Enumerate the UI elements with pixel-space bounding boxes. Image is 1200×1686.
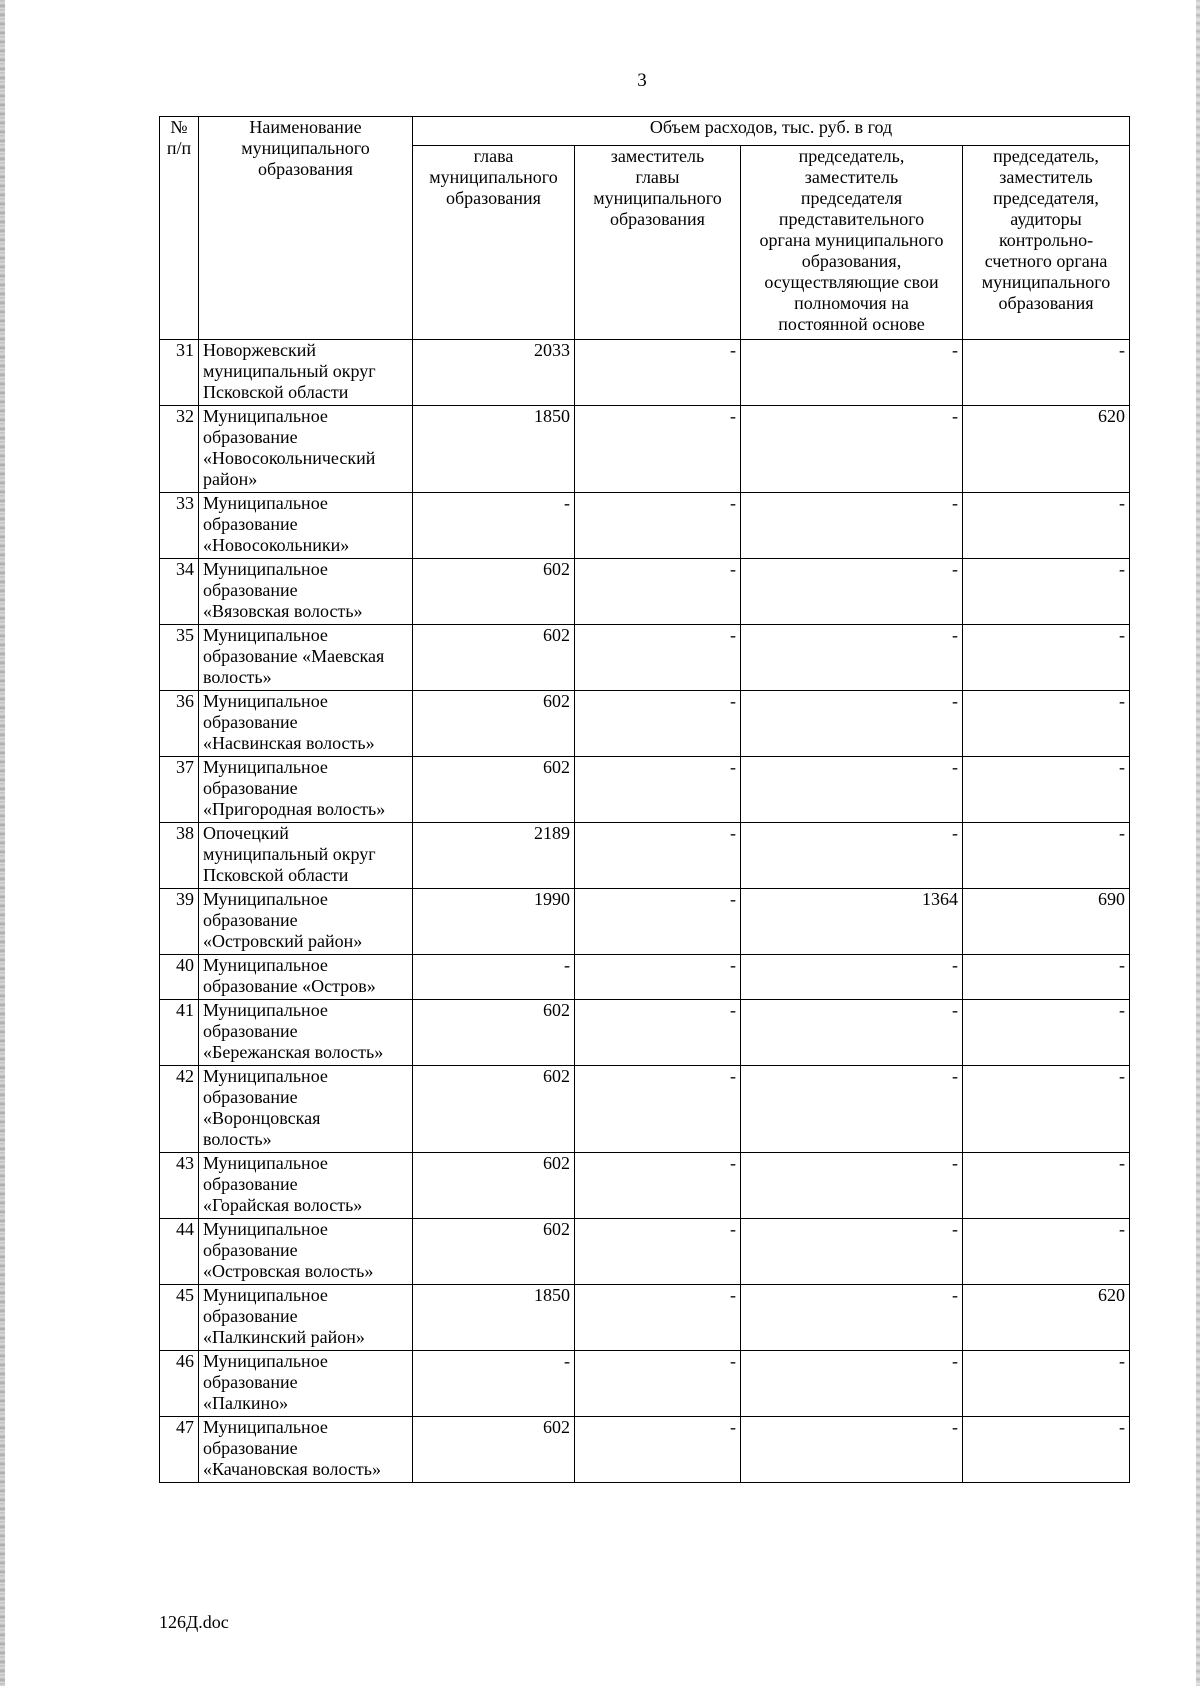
deputy-expense-cell: - xyxy=(575,757,741,823)
audit-expense-cell: - xyxy=(963,1000,1130,1066)
deputy-expense-cell: - xyxy=(575,1066,741,1153)
table-row xyxy=(160,1285,1130,1351)
table-row xyxy=(160,1417,1130,1483)
row-number-cell: 45 xyxy=(160,1285,199,1351)
head-expense-cell: 602 xyxy=(413,1153,575,1219)
header-deputy-head xyxy=(575,146,741,340)
header-rep-chair-text: председатель, заместитель председателя представительного органа муниципального образования, осуществляющие свои полномочия на постоянной основе xyxy=(759,146,944,334)
row-number-cell: 46 xyxy=(160,1351,199,1417)
table-row xyxy=(160,1066,1130,1153)
row-number-cell: 40 xyxy=(160,955,199,1000)
row-number-cell: 32 xyxy=(160,406,199,493)
table-row xyxy=(160,889,1130,955)
municipality-name-cell: Муниципальное образование «Палкинский район» xyxy=(199,1285,413,1351)
municipality-name-cell: Муниципальное образование «Новосокольнический район» xyxy=(199,406,413,493)
head-expense-cell: 1850 xyxy=(413,406,575,493)
header-head-of-municipality xyxy=(413,146,575,340)
rep-chair-expense-cell: - xyxy=(741,1000,963,1066)
rep-chair-expense-cell: - xyxy=(741,559,963,625)
row-number-cell: 39 xyxy=(160,889,199,955)
header-audit-text: председатель, заместитель председателя, аудиторы контрольно- счетного органа муниципального образования xyxy=(981,146,1111,313)
audit-expense-cell: - xyxy=(963,955,1130,1000)
row-number-cell: 35 xyxy=(160,625,199,691)
municipality-name-cell: Муниципальное образование «Островский район» xyxy=(199,889,413,955)
table-row xyxy=(160,340,1130,406)
head-expense-cell: 2033 xyxy=(413,340,575,406)
head-expense-cell: 2189 xyxy=(413,823,575,889)
header-municipality-name xyxy=(199,117,413,340)
head-expense-cell: 1850 xyxy=(413,1285,575,1351)
rep-chair-expense-cell: 1364 xyxy=(741,889,963,955)
header-row-number-text: № п/п xyxy=(166,117,192,158)
row-number-cell: 37 xyxy=(160,757,199,823)
audit-expense-cell: - xyxy=(963,1219,1130,1285)
municipality-name-cell: Муниципальное образование «Пригородная волость» xyxy=(199,757,413,823)
audit-expense-cell: - xyxy=(963,823,1130,889)
head-expense-cell: 602 xyxy=(413,1417,575,1483)
audit-expense-cell: - xyxy=(963,559,1130,625)
audit-expense-cell: - xyxy=(963,757,1130,823)
deputy-expense-cell: - xyxy=(575,625,741,691)
audit-expense-cell: - xyxy=(963,1351,1130,1417)
audit-expense-cell: 690 xyxy=(963,889,1130,955)
municipality-name-cell: Опочецкий муниципальный округ Псковской области xyxy=(199,823,413,889)
rep-chair-expense-cell: - xyxy=(741,691,963,757)
row-number-cell: 47 xyxy=(160,1417,199,1483)
head-expense-cell: 602 xyxy=(413,1219,575,1285)
audit-expense-cell: 620 xyxy=(963,406,1130,493)
deputy-expense-cell: - xyxy=(575,823,741,889)
scan-edge-right xyxy=(1196,0,1200,1686)
page-number: 3 xyxy=(637,70,647,91)
municipality-name-cell: Муниципальное образование «Остров» xyxy=(199,955,413,1000)
head-expense-cell: 602 xyxy=(413,1000,575,1066)
head-expense-cell: 602 xyxy=(413,757,575,823)
rep-chair-expense-cell: - xyxy=(741,1219,963,1285)
table-row xyxy=(160,406,1130,493)
municipality-name-cell: Муниципальное образование «Горайская волость» xyxy=(199,1153,413,1219)
head-expense-cell: 602 xyxy=(413,625,575,691)
header-municipality-name-text: Наименование муниципального образования xyxy=(241,117,370,179)
head-expense-cell: 1990 xyxy=(413,889,575,955)
deputy-expense-cell: - xyxy=(575,691,741,757)
head-expense-cell: - xyxy=(413,1351,575,1417)
municipality-name-cell: Муниципальное образование «Новосокольники» xyxy=(199,493,413,559)
municipality-name-cell: Муниципальное образование «Островская волость» xyxy=(199,1219,413,1285)
row-number-cell: 42 xyxy=(160,1066,199,1153)
header-expenses-group: Объем расходов, тыс. руб. в год xyxy=(413,117,1130,146)
audit-expense-cell: - xyxy=(963,691,1130,757)
deputy-expense-cell: - xyxy=(575,889,741,955)
municipality-name-cell: Муниципальное образование «Вязовская волость» xyxy=(199,559,413,625)
head-expense-cell: - xyxy=(413,493,575,559)
table-row xyxy=(160,559,1130,625)
municipality-name-cell: Муниципальное образование «Палкино» xyxy=(199,1351,413,1417)
municipality-name-cell: Муниципальное образование «Насвинская волость» xyxy=(199,691,413,757)
deputy-expense-cell: - xyxy=(575,1417,741,1483)
table-row xyxy=(160,691,1130,757)
rep-chair-expense-cell: - xyxy=(741,493,963,559)
scan-edge-left xyxy=(0,0,5,1686)
table-row xyxy=(160,823,1130,889)
expenses-table xyxy=(159,116,1130,1483)
audit-expense-cell: - xyxy=(963,625,1130,691)
row-number-cell: 36 xyxy=(160,691,199,757)
row-number-cell: 38 xyxy=(160,823,199,889)
header-representative-chair xyxy=(741,146,963,340)
rep-chair-expense-cell: - xyxy=(741,757,963,823)
deputy-expense-cell: - xyxy=(575,1000,741,1066)
head-expense-cell: - xyxy=(413,955,575,1000)
table-row xyxy=(160,1351,1130,1417)
row-number-cell: 41 xyxy=(160,1000,199,1066)
rep-chair-expense-cell: - xyxy=(741,1417,963,1483)
deputy-expense-cell: - xyxy=(575,1219,741,1285)
deputy-expense-cell: - xyxy=(575,493,741,559)
deputy-expense-cell: - xyxy=(575,1351,741,1417)
head-expense-cell: 602 xyxy=(413,691,575,757)
deputy-expense-cell: - xyxy=(575,1285,741,1351)
header-head-text: глава муниципального образования xyxy=(429,146,558,208)
municipality-name-cell: Муниципальное образование «Качановская волость» xyxy=(199,1417,413,1483)
audit-expense-cell: - xyxy=(963,493,1130,559)
row-number-cell: 43 xyxy=(160,1153,199,1219)
municipality-name-cell: Новоржевский муниципальный округ Псковской области xyxy=(199,340,413,406)
rep-chair-expense-cell: - xyxy=(741,625,963,691)
audit-expense-cell: - xyxy=(963,1066,1130,1153)
rep-chair-expense-cell: - xyxy=(741,1285,963,1351)
table-row xyxy=(160,1219,1130,1285)
table-row xyxy=(160,1153,1130,1219)
rep-chair-expense-cell: - xyxy=(741,1351,963,1417)
table-row xyxy=(160,625,1130,691)
head-expense-cell: 602 xyxy=(413,1066,575,1153)
footer-filename: 126Д.doc xyxy=(159,1612,229,1632)
header-deputy-text: заместитель главы муниципального образования xyxy=(593,146,722,229)
audit-expense-cell: 620 xyxy=(963,1285,1130,1351)
audit-expense-cell: - xyxy=(963,340,1130,406)
rep-chair-expense-cell: - xyxy=(741,1066,963,1153)
table-header xyxy=(160,117,1130,340)
table-row xyxy=(160,493,1130,559)
header-row-number xyxy=(160,117,199,340)
row-number-cell: 31 xyxy=(160,340,199,406)
audit-expense-cell: - xyxy=(963,1417,1130,1483)
table-row xyxy=(160,1000,1130,1066)
table-body xyxy=(160,340,1130,1483)
row-number-cell: 44 xyxy=(160,1219,199,1285)
header-audit-body xyxy=(963,146,1130,340)
municipality-name-cell: Муниципальное образование «Маевская волость» xyxy=(199,625,413,691)
rep-chair-expense-cell: - xyxy=(741,955,963,1000)
table-row xyxy=(160,757,1130,823)
table-row xyxy=(160,955,1130,1000)
deputy-expense-cell: - xyxy=(575,955,741,1000)
row-number-cell: 33 xyxy=(160,493,199,559)
row-number-cell: 34 xyxy=(160,559,199,625)
rep-chair-expense-cell: - xyxy=(741,406,963,493)
rep-chair-expense-cell: - xyxy=(741,823,963,889)
municipality-name-cell: Муниципальное образование «Воронцовская волость» xyxy=(199,1066,413,1153)
municipality-name-cell: Муниципальное образование «Бережанская волость» xyxy=(199,1000,413,1066)
audit-expense-cell: - xyxy=(963,1153,1130,1219)
head-expense-cell: 602 xyxy=(413,559,575,625)
deputy-expense-cell: - xyxy=(575,559,741,625)
rep-chair-expense-cell: - xyxy=(741,1153,963,1219)
deputy-expense-cell: - xyxy=(575,1153,741,1219)
deputy-expense-cell: - xyxy=(575,406,741,493)
rep-chair-expense-cell: - xyxy=(741,340,963,406)
deputy-expense-cell: - xyxy=(575,340,741,406)
